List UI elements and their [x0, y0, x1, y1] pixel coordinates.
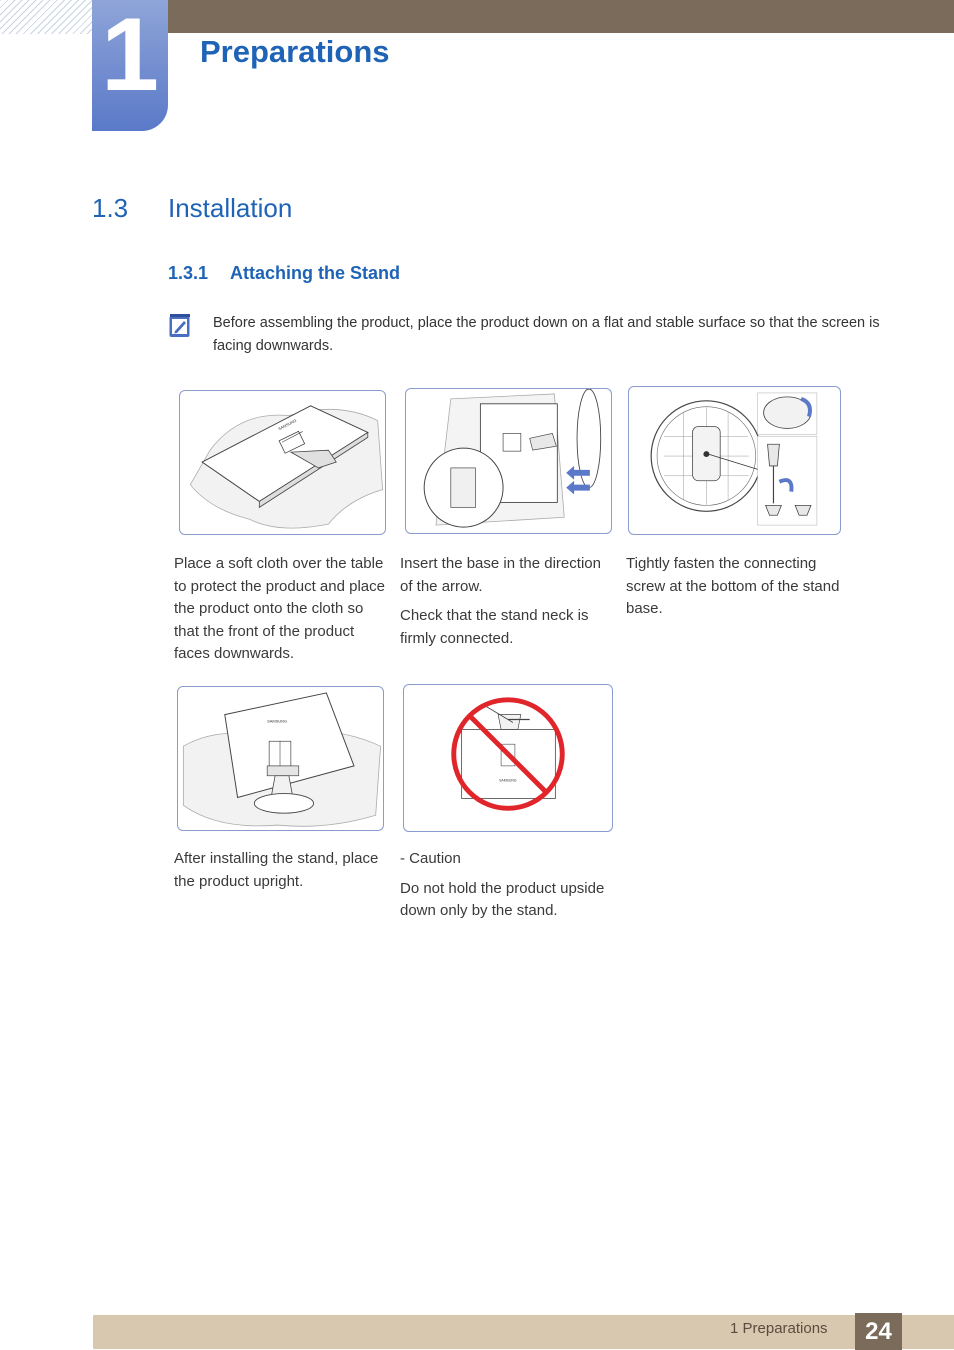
step-caption: [400, 553, 614, 650]
caption-line: - Caution: [400, 850, 461, 867]
illustration-insert-base: [405, 388, 612, 534]
section-number: 1.3: [92, 193, 129, 223]
subsection-title: Attaching the Stand: [230, 263, 400, 283]
brand-label: SAMSUNG: [277, 417, 298, 432]
header-bar: [168, 0, 954, 33]
note-text: Before assembling the product, place the product down on a flat and stable surface so that the screen is facing downwards.: [213, 315, 880, 354]
caption-line: Check that the stand neck is firmly connected.: [400, 607, 589, 647]
subsection-number: 1.3.1: [168, 263, 209, 283]
step-caption: [174, 848, 388, 893]
illustration-monitor-upright: [177, 686, 384, 831]
footer-chapter-label: 1 Preparations: [730, 1320, 828, 1337]
section-title: Installation: [168, 193, 293, 223]
step-caption: [626, 553, 840, 621]
step-caption: [400, 848, 614, 923]
note-pencil-icon: [169, 314, 191, 338]
chapter-title: Preparations: [200, 34, 390, 69]
illustration-fasten-screw: [628, 386, 841, 535]
step-caption: [174, 553, 388, 666]
caption-line: After installing the stand, place the product upright.: [174, 850, 379, 890]
decorative-hatch: [0, 0, 92, 34]
illustration-monitor-face-down: [179, 390, 386, 535]
brand-label: SAMSUNG: [267, 718, 288, 724]
illustration-caution: [403, 684, 613, 832]
caption-line: Place a soft cloth over the table to protect the product and place the product onto the cloth so that the front of the product faces downwards.: [174, 555, 385, 662]
page-number: 24: [855, 1313, 902, 1350]
caption-line: Insert the base in the direction of the arrow.: [400, 555, 601, 595]
caption-line: Tightly fasten the connecting screw at the bottom of the stand base.: [626, 555, 840, 617]
brand-label: SAMSUNG: [499, 778, 517, 783]
caption-line: Do not hold the product upside down only by the stand.: [400, 879, 605, 919]
chapter-number: 1: [101, 0, 159, 113]
